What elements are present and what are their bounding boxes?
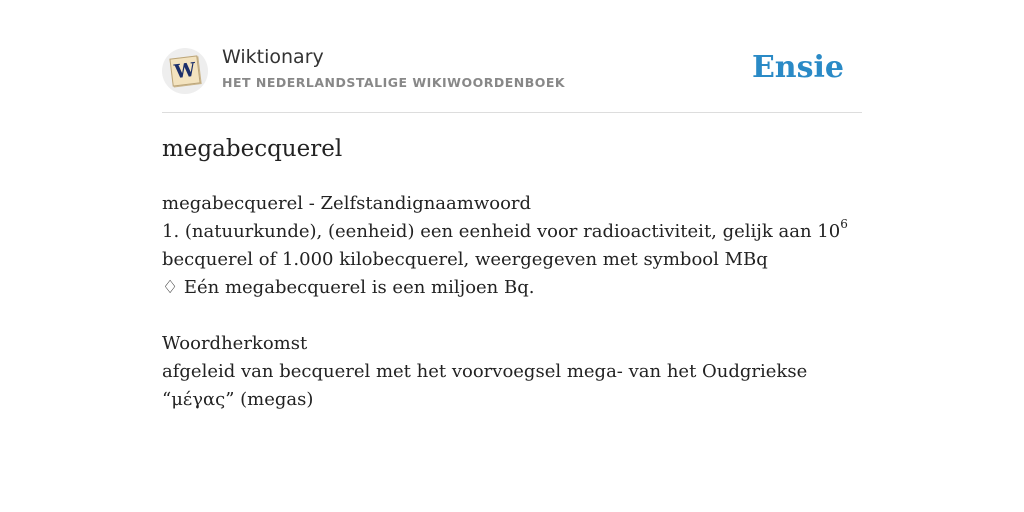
wiktionary-logo-icon[interactable] [162,48,208,94]
logo-tile [169,55,200,86]
example-sentence: ♢ Eén megabecquerel is een miljoen Bq. [162,277,535,298]
definition-prefix: 1. (natuurkunde), (eenheid) een eenheid voor radioactiviteit, gelijk aan 10 [162,221,841,242]
etymology-heading: Woordherkomst [162,333,308,354]
definition-suffix: becquerel of 1.000 kilobecquerel, weergegeven met symbool MBq [162,249,768,270]
ensie-brand-logo[interactable]: Ensie [751,50,844,85]
logo-letter: W [173,58,197,83]
spacer [162,302,862,330]
header [162,44,862,113]
part-of-speech-line: megabecquerel - Zelfstandignaamwoord [162,193,532,214]
etymology-text: afgeleid van becquerel met het voorvoegsel mega- van het Oudgriekse “μέγας” (megas) [162,361,808,410]
definition-exponent: 6 [840,217,848,231]
definition [162,218,862,274]
entry-body [162,190,862,414]
site-name[interactable]: Wiktionary [222,46,324,68]
page-title: megabecquerel [162,136,343,162]
site-tagline: HET NEDERLANDSTALIGE WIKIWOORDENBOEK [222,75,566,90]
